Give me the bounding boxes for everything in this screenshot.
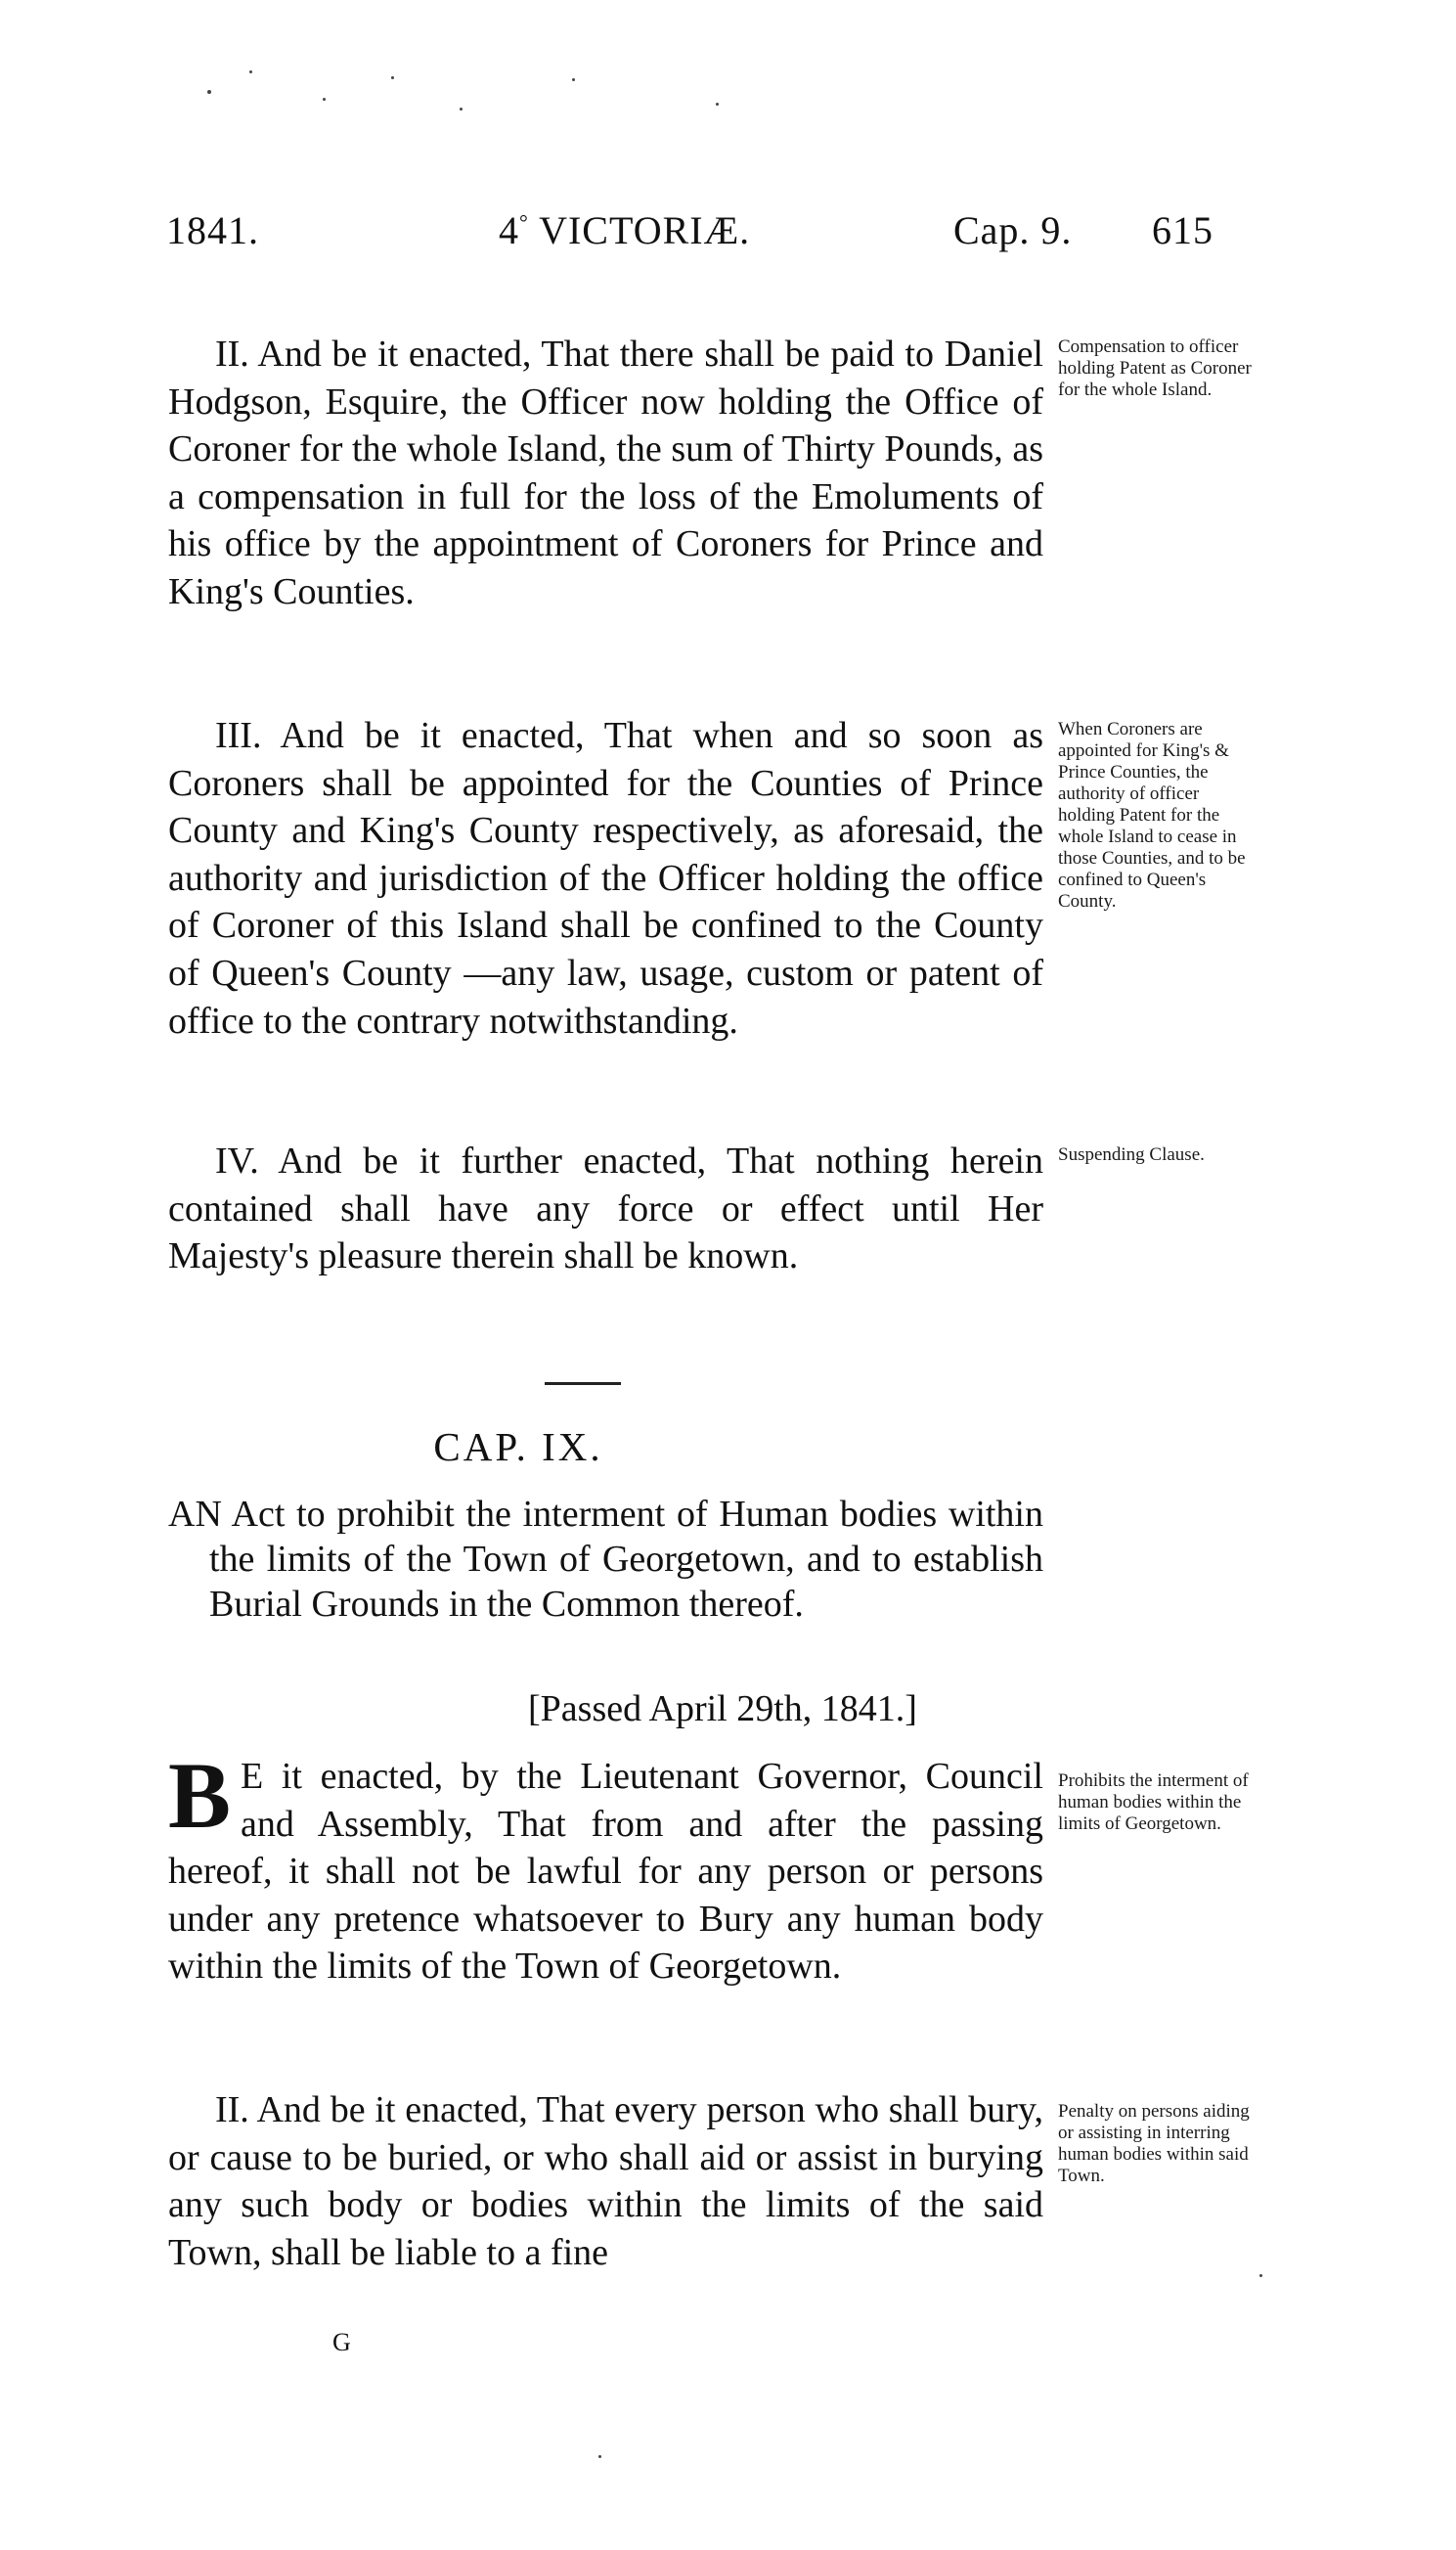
margin-note-penalty: Penalty on persons aiding or assisting in interring human bodies within said Town. xyxy=(1058,2101,1250,2186)
header-chapter: Cap. 9. xyxy=(953,208,1073,252)
scan-speck xyxy=(1259,2274,1262,2277)
drop-cap: B xyxy=(168,1743,232,1848)
scan-speck xyxy=(716,103,719,106)
header-title-text: VICTORIÆ. xyxy=(539,208,751,252)
section-ii xyxy=(168,331,1043,616)
scan-speck xyxy=(460,108,463,111)
header-title-number: 4 xyxy=(499,208,519,252)
margin-note-coroners: When Coroners are appointed for King's & Prince Counties, the authority of officer holding Patent for the whole Island to cease in those Counties, and to be confined to Queen's County. xyxy=(1058,719,1246,912)
scan-speck xyxy=(207,90,211,94)
scan-speck xyxy=(249,70,252,73)
margin-note-prohibits: Prohibits the interment of human bodies within the limits of Georgetown. xyxy=(1058,1770,1249,1834)
act-title-text: AN Act to prohibit the interment of Human bodies within the limits of the Town of Georgetown, and to establish Burial Grounds in the Common thereof. xyxy=(168,1494,1043,1625)
running-header xyxy=(166,207,1271,266)
section-iii-text: III. And be it enacted, That when and so soon as Coroners shall be appointed for the Counties of Prince County and King's County respectively, as aforesaid, the authority and jurisdiction of the Officer holding the office of Coroner of this Island shall be confined to the County of Queen's County —any law, usage, custom or patent of office to the contrary notwithstanding. xyxy=(168,715,1043,1042)
header-page-number: 615 xyxy=(1152,208,1213,252)
enacting-clause xyxy=(168,1743,1043,1991)
scan-speck xyxy=(323,98,326,101)
enacting-text: E it enacted, by the Lieutenant Governor, Council and Assembly, That from and after the passing hereof, it shall not be lawful for any person or persons under any pretence whatsoever to Bury any human body within the limits of the Town of Georgetown. xyxy=(168,1756,1043,1988)
margin-note-compensation: Compensation to officer holding Patent as Coroner for the whole Island. xyxy=(1058,336,1252,400)
signature-mark: G xyxy=(332,2328,351,2356)
chapter-heading: CAP. IX. xyxy=(433,1424,603,1469)
enacting-paragraph xyxy=(168,1743,1043,1991)
header-title xyxy=(499,207,750,253)
scan-speck xyxy=(572,78,575,81)
header-year: 1841. xyxy=(166,208,259,252)
header-title-superscript: ° xyxy=(519,209,529,235)
section-ii-text: II. And be it enacted, That there shall be paid to Daniel Hodgson, Esquire, the Officer now holding the Office of Coroner for the whole Island, the sum of Thirty Pounds, as a compensation in full for the loss of the Emoluments of his office by the appointment of Coroners for Prince and King's Counties. xyxy=(168,334,1043,612)
section-iv-text: IV. And be it further enacted, That nothing herein contained shall have any force or effect until Her Majesty's pleasure therein shall be known. xyxy=(168,1141,1043,1277)
section-iv xyxy=(168,1138,1043,1280)
margin-note-suspending: Suspending Clause. xyxy=(1058,1144,1205,1165)
section-iii xyxy=(168,712,1043,1045)
section-divider xyxy=(545,1382,621,1385)
act-title xyxy=(168,1492,1043,1627)
passed-date: [Passed April 29th, 1841.] xyxy=(528,1688,917,1729)
chapter-section-ii xyxy=(168,2086,1043,2276)
scan-speck xyxy=(391,76,394,79)
scan-speck xyxy=(598,2455,601,2458)
chapter-section-ii-text: II. And be it enacted, That every person who shall bury, or cause to be buried, or who shall aid or assist in burying any such body or bodies within the limits of the said Town, shall be liable to a fine xyxy=(168,2089,1043,2273)
